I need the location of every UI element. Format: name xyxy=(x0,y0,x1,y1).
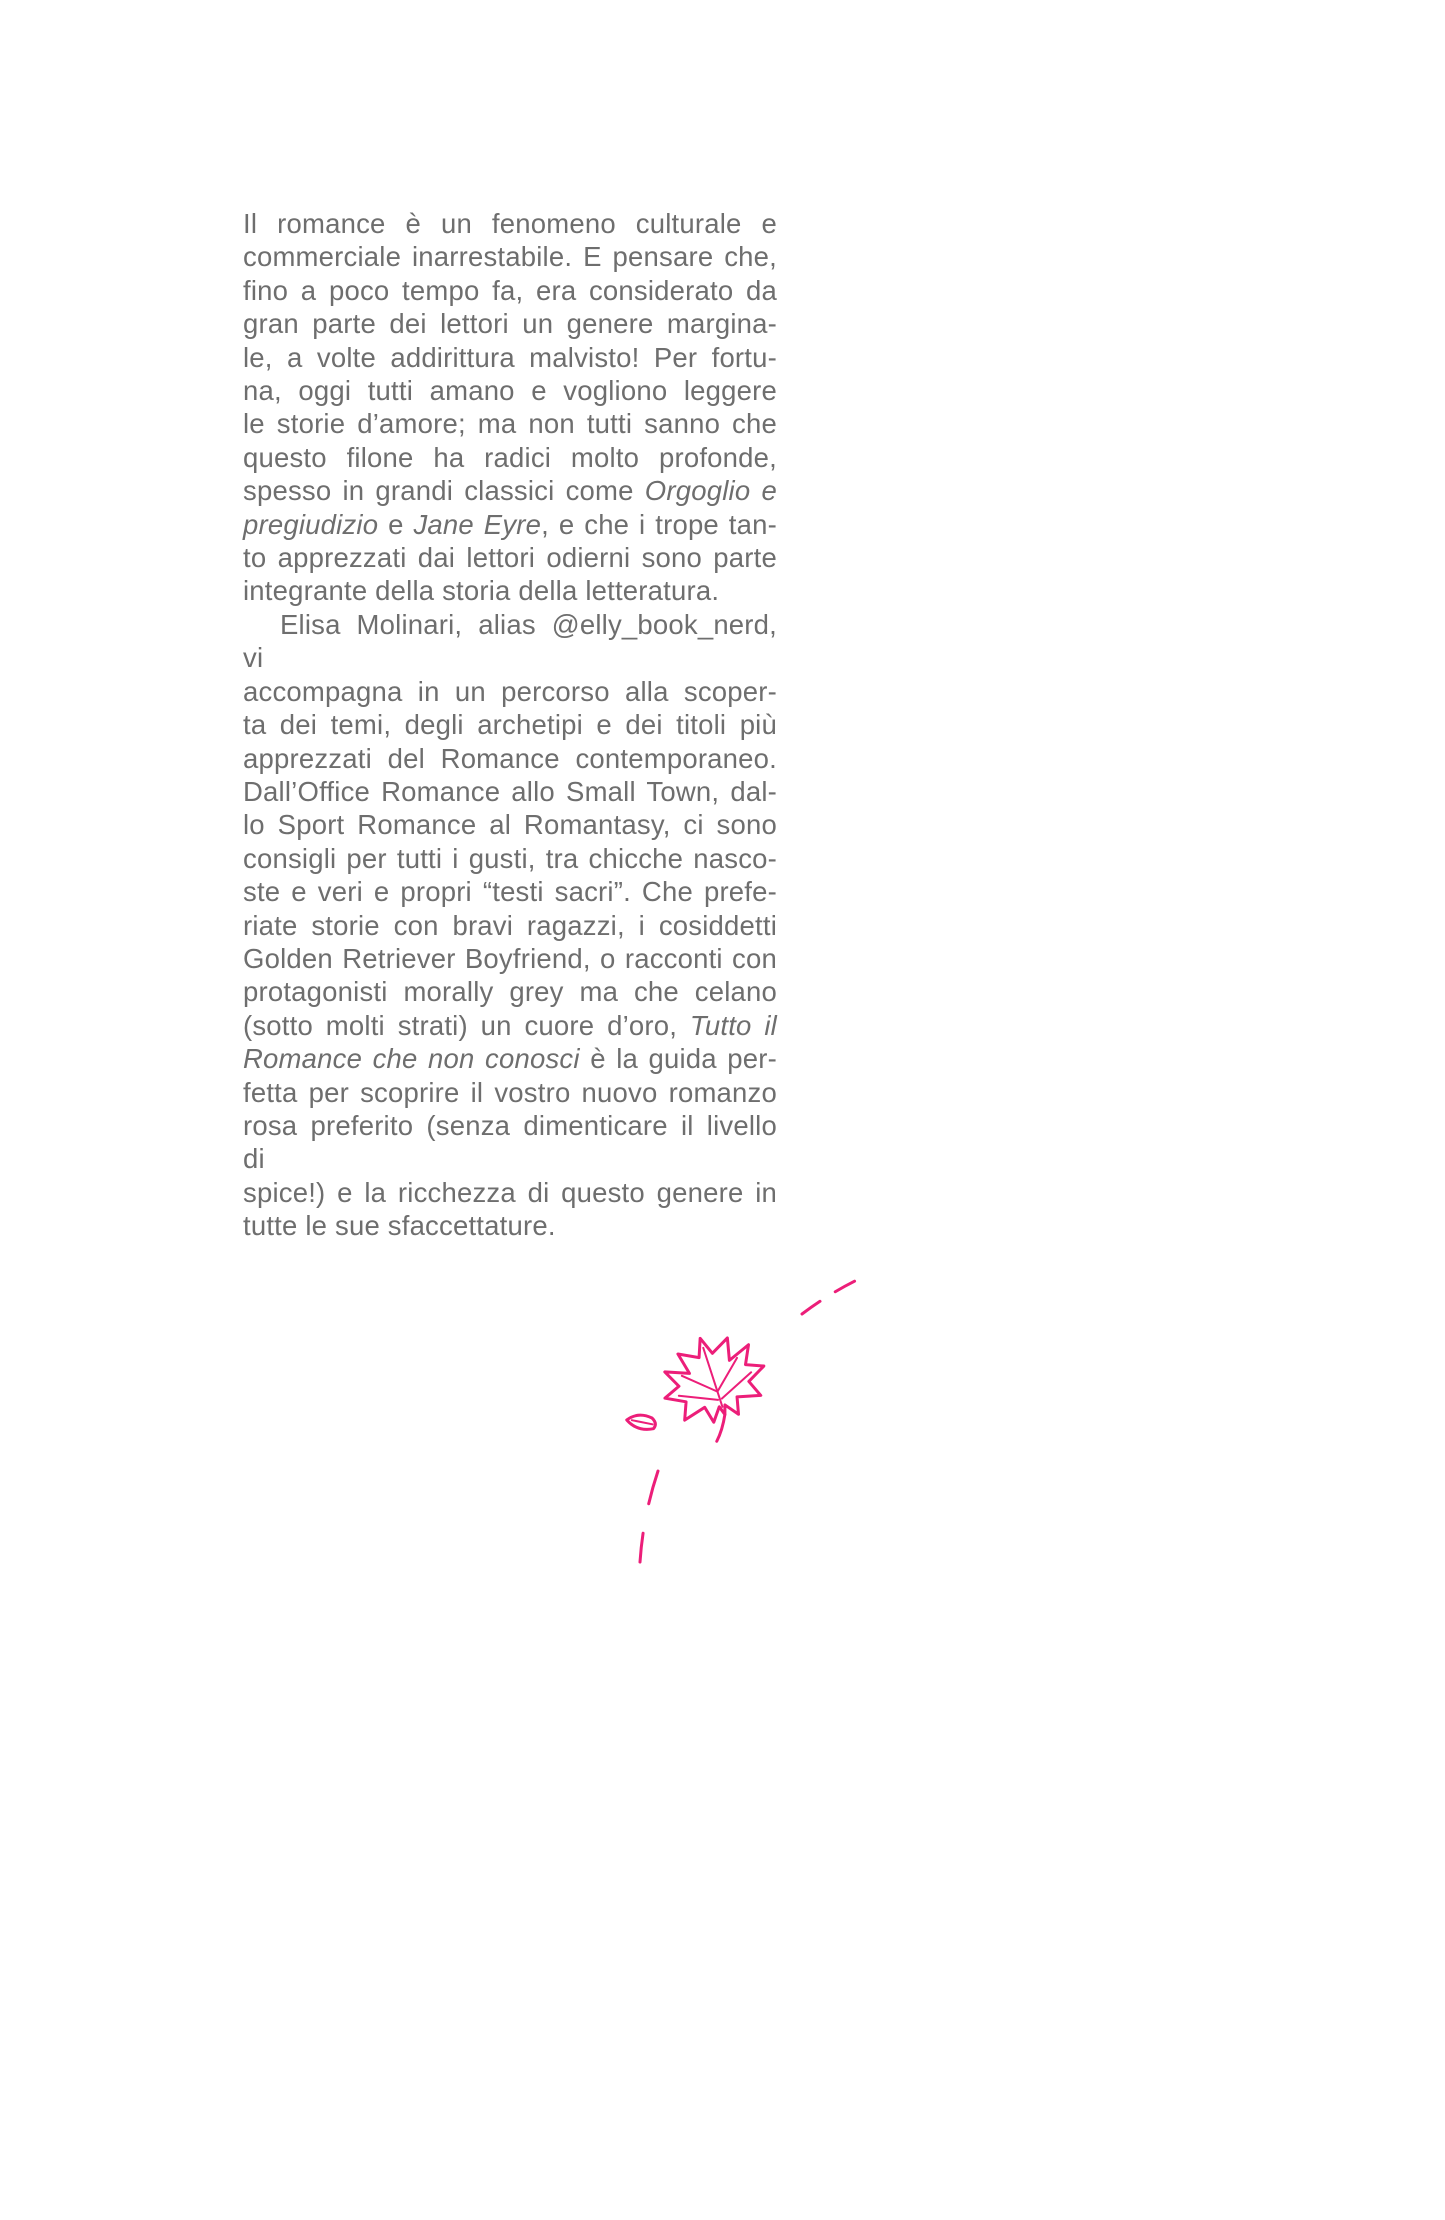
body-text: consigli per tutti i gusti, tra chicche nasco- xyxy=(243,842,777,874)
body-text: spice!) e la ricchezza di questo genere in xyxy=(243,1176,777,1208)
text-line xyxy=(243,1042,777,1075)
text-line xyxy=(243,1009,777,1042)
body-text: questo filone ha radici molto profonde, xyxy=(243,441,777,473)
body-text: accompagna in un percorso alla scoper- xyxy=(243,675,777,707)
text-line xyxy=(243,207,777,240)
text-line xyxy=(243,775,777,808)
leaf-decoration-svg xyxy=(598,1256,900,1586)
text-line xyxy=(243,742,777,775)
body-text: rosa preferito (senza dimenticare il livello di xyxy=(243,1109,777,1175)
text-line xyxy=(243,808,777,841)
body-text: integrante della storia della letteratura. xyxy=(243,575,720,607)
body-text: Elisa Molinari, alias @elly_book_nerd, vi xyxy=(243,608,777,674)
text-line xyxy=(243,307,777,340)
text-line xyxy=(243,341,777,374)
text-line xyxy=(243,541,777,574)
italic-text: pregiudizio xyxy=(243,508,379,540)
body-text: gran parte dei lettori un genere margina- xyxy=(243,308,777,340)
body-text: Golden Retriever Boyfriend, o racconti con xyxy=(243,942,777,974)
italic-text: Jane Eyre xyxy=(413,508,542,540)
italic-text: Orgoglio e xyxy=(644,475,777,507)
body-text: commerciale inarrestabile. E pensare che, xyxy=(243,241,777,273)
text-line xyxy=(243,942,777,975)
body-text: e xyxy=(378,508,414,540)
body-text: protagonisti morally grey ma che celano xyxy=(243,976,777,1008)
dashed-stroke-top xyxy=(802,1279,859,1314)
blurb-text xyxy=(243,207,777,1243)
text-line xyxy=(243,842,777,875)
text-line xyxy=(243,374,777,407)
text-line xyxy=(243,240,777,273)
text-line xyxy=(243,608,777,675)
text-line xyxy=(243,675,777,708)
leaf-decoration xyxy=(598,1256,900,1586)
body-text: le storie d’amore; ma non tutti sanno che xyxy=(243,408,777,440)
text-line xyxy=(243,708,777,741)
text-line xyxy=(243,474,777,507)
maple-leaf-icon xyxy=(651,1322,782,1452)
body-text: to apprezzati dai lettori odierni sono parte xyxy=(243,542,777,574)
text-line xyxy=(243,274,777,307)
text-line xyxy=(243,875,777,908)
body-text: le, a volte addirittura malvisto! Per fortu- xyxy=(243,341,777,373)
text-line xyxy=(243,407,777,440)
text-line xyxy=(243,1076,777,1109)
body-text: fetta per scoprire il vostro nuovo romanzo xyxy=(243,1076,777,1108)
body-text: fino a poco tempo fa, era considerato da xyxy=(243,274,777,306)
italic-text: Romance che non conosci xyxy=(243,1043,580,1075)
body-text: spesso in grandi classici come xyxy=(243,475,645,507)
dashed-stroke-bottom xyxy=(640,1471,658,1562)
text-line xyxy=(243,975,777,1008)
body-text: (sotto molti strati) un cuore d’oro, xyxy=(243,1009,690,1041)
text-line xyxy=(243,1209,777,1242)
text-line xyxy=(243,909,777,942)
body-text: na, oggi tutti amano e vogliono leggere xyxy=(243,375,777,407)
body-text: Il romance è un fenomeno culturale e xyxy=(243,208,777,239)
body-text: , e che i trope tan- xyxy=(541,508,777,540)
text-line xyxy=(243,1176,777,1209)
italic-text: Tutto il xyxy=(689,1009,777,1041)
body-text: tutte le sue sfaccettature. xyxy=(243,1210,556,1242)
body-text: ta dei temi, degli archetipi e dei titoli più xyxy=(243,709,777,741)
body-text: apprezzati del Romance contemporaneo. xyxy=(243,742,777,774)
body-text: riate storie con bravi ragazzi, i cosiddetti xyxy=(243,909,777,941)
body-text: lo Sport Romance al Romantasy, ci sono xyxy=(243,809,777,841)
small-leaf-icon xyxy=(626,1412,657,1432)
text-line xyxy=(243,441,777,474)
text-line xyxy=(243,1109,777,1176)
text-line xyxy=(243,508,777,541)
body-text: è la guida per- xyxy=(579,1043,777,1075)
text-line xyxy=(243,574,777,607)
body-text: Dall’Office Romance allo Small Town, dal- xyxy=(243,775,777,807)
body-text: ste e veri e propri “testi sacri”. Che prefe- xyxy=(243,876,777,908)
